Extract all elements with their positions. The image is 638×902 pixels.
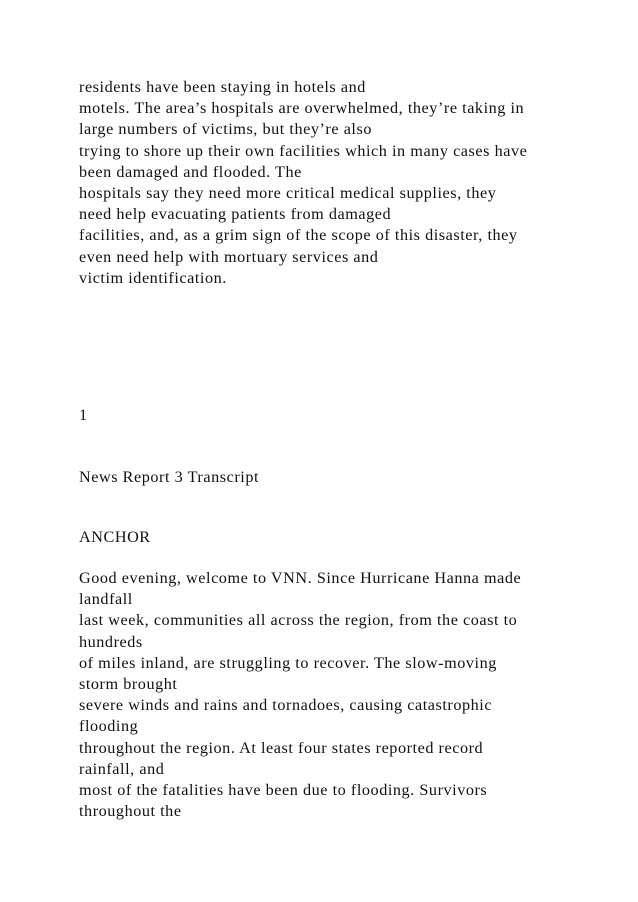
- text-line: severe winds and rains and tornadoes, causing catastrophic: [79, 696, 493, 715]
- text-line: storm brought: [79, 674, 178, 693]
- text-line: landfall: [79, 590, 133, 609]
- text-line: trying to shore up their own facilities which in many cases have: [79, 141, 528, 160]
- text-line: motels. The area’s hospitals are overwhelmed, they’re taking in: [79, 99, 525, 118]
- text-line: facilities, and, as a grim sign of the scope of this disaster, they: [79, 226, 518, 245]
- text-line: been damaged and flooded. The: [79, 162, 302, 181]
- page-number: 1: [79, 406, 88, 424]
- text-line: throughout the region. At least four states reported record: [79, 738, 484, 757]
- anchor-paragraph: [79, 568, 579, 822]
- text-line: flooding: [79, 717, 139, 736]
- text-line: throughout the: [79, 802, 182, 821]
- report-title: News Report 3 Transcript: [79, 468, 260, 486]
- text-line: Good evening, welcome to VNN. Since Hurricane Hanna made: [79, 569, 522, 587]
- text-line: even need help with mortuary services and: [79, 247, 379, 266]
- text-line: hundreds: [79, 632, 143, 651]
- text-line: most of the fatalities have been due to flooding. Survivors: [79, 780, 488, 799]
- text-line: hospitals say they need more critical medical supplies, they: [79, 183, 497, 202]
- speaker-label: ANCHOR: [79, 528, 151, 546]
- text-line: need help evacuating patients from damaged: [79, 205, 392, 224]
- intro-paragraph: [79, 77, 579, 289]
- text-line: of miles inland, are struggling to recover. The slow-moving: [79, 653, 497, 672]
- text-line: residents have been staying in hotels and: [79, 78, 366, 96]
- text-line: last week, communities all across the region, from the coast to: [79, 611, 518, 630]
- text-line: large numbers of victims, but they’re also: [79, 120, 372, 139]
- text-line: rainfall, and: [79, 759, 165, 778]
- text-line: victim identification.: [79, 268, 227, 287]
